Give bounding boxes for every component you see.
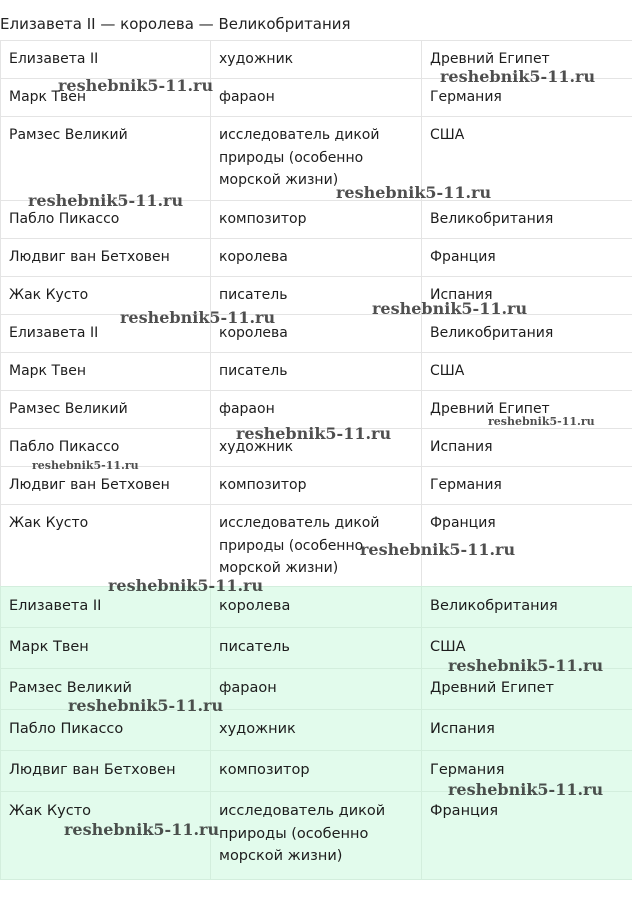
watermark: reshebnik5-11.ru [448, 780, 604, 799]
watermark: reshebnik5-11.ru [120, 308, 276, 327]
watermark: reshebnik5-11.ru [68, 696, 224, 715]
table-row [1, 117, 632, 201]
occupation-cell: композитор [211, 201, 422, 239]
table-row [1, 239, 632, 277]
occupation-cell: композитор [211, 751, 422, 792]
occupation-cell: фараон [211, 669, 422, 710]
person-cell: Жак Кусто [1, 792, 211, 880]
occupation-cell: писатель [211, 277, 422, 315]
occupation-cell: королева [211, 239, 422, 277]
watermark: reshebnik5-11.ru [58, 76, 214, 95]
table-row [1, 391, 632, 429]
table-row [1, 505, 632, 589]
person-cell: Пабло Пикассо [1, 710, 211, 751]
country-cell: Великобритания [422, 201, 632, 239]
person-cell: Пабло Пикассо [1, 201, 211, 239]
table-row [1, 353, 632, 391]
occupation-cell: королева [211, 315, 422, 353]
person-cell: Марк Твен [1, 628, 211, 669]
country-cell: США [422, 628, 632, 669]
occupation-cell: композитор [211, 467, 422, 505]
watermark: reshebnik5-11.ru [372, 299, 528, 318]
country-cell: Франция [422, 505, 632, 589]
occupation-cell: исследователь дикой природы (особенно морской жизни) [211, 792, 422, 880]
table-row [1, 467, 632, 505]
person-cell: Рамзес Великий [1, 669, 211, 710]
answer-table [0, 586, 632, 880]
country-cell: Франция [422, 239, 632, 277]
country-cell: Великобритания [422, 315, 632, 353]
table-row [1, 429, 632, 467]
occupation-cell: писатель [211, 628, 422, 669]
person-cell: Жак Кусто [1, 505, 211, 589]
country-cell: Древний Египет [422, 669, 632, 710]
occupation-cell: исследователь дикой природы (особенно морской жизни) [211, 505, 422, 589]
country-cell: США [422, 117, 632, 201]
country-cell: Древний Египет [422, 41, 632, 79]
watermark: reshebnik5-11.ru [236, 424, 392, 443]
watermark: reshebnik5-11.ru [488, 415, 595, 428]
table-row [1, 41, 632, 79]
occupation-cell: исследователь дикой природы (особенно морской жизни) [211, 117, 422, 201]
occupation-cell: фараон [211, 391, 422, 429]
occupation-cell: художник [211, 41, 422, 79]
country-cell: Великобритания [422, 587, 632, 628]
table-row [1, 710, 632, 751]
country-cell: Испания [422, 277, 632, 315]
person-cell: Елизавета II [1, 315, 211, 353]
person-cell: Людвиг ван Бетховен [1, 751, 211, 792]
country-cell: Германия [422, 79, 632, 117]
table-row [1, 792, 632, 880]
table-row [1, 669, 632, 710]
matching-table-task [0, 40, 632, 589]
table-row [1, 751, 632, 792]
country-cell: Германия [422, 751, 632, 792]
person-cell: Елизавета II [1, 587, 211, 628]
watermark: reshebnik5-11.ru [108, 576, 264, 595]
table-row [1, 315, 632, 353]
country-cell: Франция [422, 792, 632, 880]
table-row [1, 277, 632, 315]
watermark: reshebnik5-11.ru [28, 191, 184, 210]
country-cell: Древний Египет [422, 391, 632, 429]
table-row [1, 628, 632, 669]
person-cell: Марк Твен [1, 79, 211, 117]
country-cell: США [422, 353, 632, 391]
country-cell: Испания [422, 429, 632, 467]
country-cell: Испания [422, 710, 632, 751]
watermark: reshebnik5-11.ru [32, 459, 139, 472]
page-heading: Елизавета II — королева — Великобритания [0, 15, 351, 33]
occupation-cell: художник [211, 710, 422, 751]
person-cell: Рамзес Великий [1, 117, 211, 201]
table-row [1, 587, 632, 628]
table-row [1, 79, 632, 117]
occupation-cell: писатель [211, 353, 422, 391]
person-cell: Елизавета II [1, 41, 211, 79]
watermark: reshebnik5-11.ru [360, 540, 516, 559]
person-cell: Людвиг ван Бетховен [1, 239, 211, 277]
occupation-cell: королева [211, 587, 422, 628]
person-cell: Жак Кусто [1, 277, 211, 315]
country-cell: Германия [422, 467, 632, 505]
watermark: reshebnik5-11.ru [336, 183, 492, 202]
occupation-cell: художник [211, 429, 422, 467]
person-cell: Рамзес Великий [1, 391, 211, 429]
table-row [1, 201, 632, 239]
watermark: reshebnik5-11.ru [448, 656, 604, 675]
watermark: reshebnik5-11.ru [64, 820, 220, 839]
person-cell: Людвиг ван Бетховен [1, 467, 211, 505]
person-cell: Марк Твен [1, 353, 211, 391]
watermark: reshebnik5-11.ru [440, 67, 596, 86]
occupation-cell: фараон [211, 79, 422, 117]
person-cell: Пабло Пикассо [1, 429, 211, 467]
